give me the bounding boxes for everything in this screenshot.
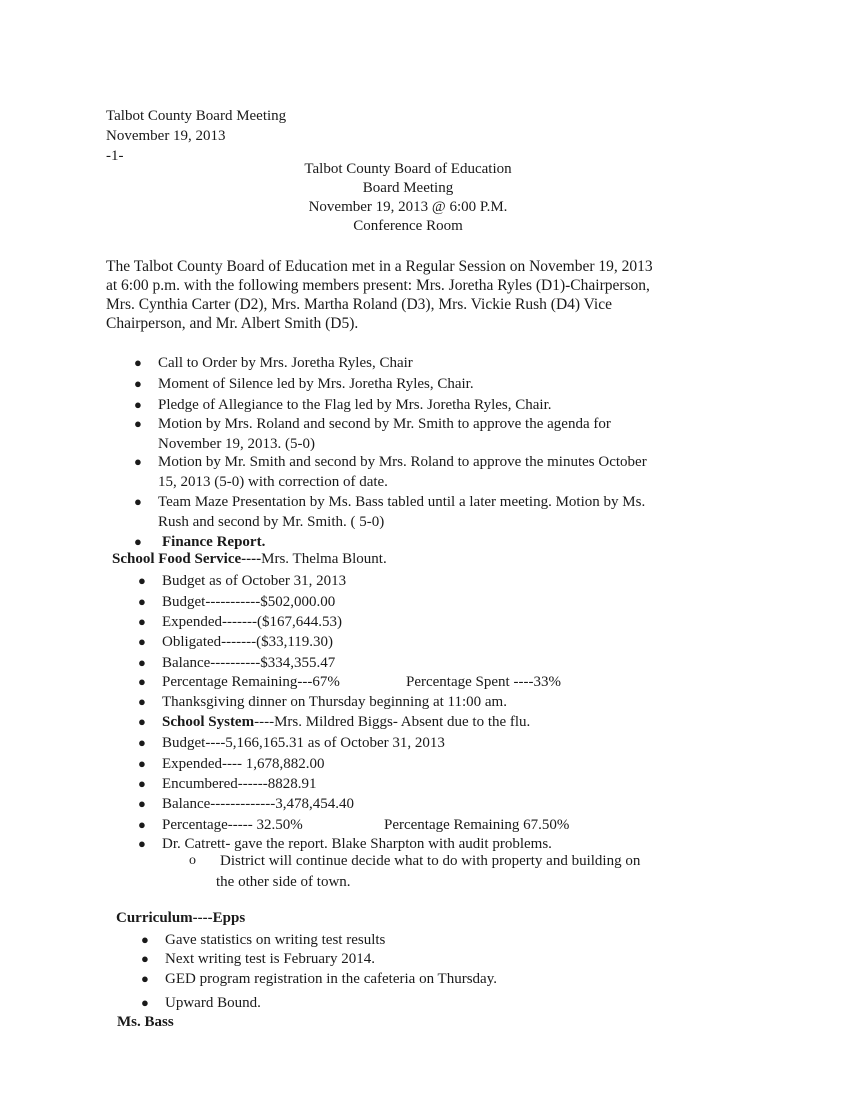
bullet-icon: ● (138, 735, 146, 750)
meeting-title: Board Meeting (362, 180, 454, 196)
bullet-icon: ● (141, 932, 149, 947)
section-heading-ms-bass: Ms. Bass (117, 1014, 174, 1030)
bullet-icon: ● (138, 573, 146, 588)
intro-line: at 6:00 p.m. with the following members present: Mrs. Joretha Ryles (D1)-Chairperson, (106, 277, 650, 294)
bullet-icon: ● (138, 614, 146, 629)
bullet-icon: ● (138, 776, 146, 791)
bullet-icon: ● (134, 376, 142, 391)
bullet-icon: ● (138, 796, 146, 811)
header-date: November 19, 2013 (106, 128, 226, 144)
bullet-icon: ● (138, 817, 146, 832)
bullet-icon: ● (134, 454, 142, 469)
bullet-icon: ● (141, 971, 149, 986)
percentage-spent: Percentage Spent ----33% (406, 674, 561, 690)
bullet-icon: ● (141, 951, 149, 966)
bullet-icon: ● (138, 694, 146, 709)
bullet-icon: ● (134, 397, 142, 412)
bullet-icon: ● (138, 756, 146, 771)
org-title: Talbot County Board of Education (304, 161, 512, 177)
meeting-datetime: November 19, 2013 @ 6:00 P.M. (308, 199, 508, 215)
bullet-icon: ● (138, 836, 146, 851)
bullet-icon: ● (138, 655, 146, 670)
bullet-icon: ● (134, 534, 142, 549)
bullet-icon: ● (138, 674, 146, 689)
intro-line: The Talbot County Board of Education met in a Regular Session on November 19, 2013 (106, 258, 653, 275)
bullet-icon: ● (134, 355, 142, 370)
curriculum-heading: Curriculum----Epps (116, 910, 246, 926)
bullet-icon: ● (141, 995, 149, 1010)
intro-line: Chairperson, and Mr. Albert Smith (D5). (106, 315, 359, 332)
meeting-location: Conference Room (353, 218, 463, 234)
bullet-icon: ● (134, 416, 142, 431)
bullet-icon: ● (134, 494, 142, 509)
food-service-heading: School Food Service----Mrs. Thelma Blount. (112, 551, 387, 567)
circle-bullet-icon: o (189, 853, 196, 868)
page-marker: -1- (106, 148, 124, 164)
intro-line: Mrs. Cynthia Carter (D2), Mrs. Martha Roland (D3), Mrs. Vickie Rush (D4) Vice (106, 296, 612, 313)
header-title: Talbot County Board Meeting (106, 108, 287, 124)
bullet-icon: ● (138, 714, 146, 729)
percentage-remaining: Percentage Remaining 67.50% (384, 817, 570, 833)
bullet-icon: ● (138, 594, 146, 609)
bullet-icon: ● (138, 634, 146, 649)
